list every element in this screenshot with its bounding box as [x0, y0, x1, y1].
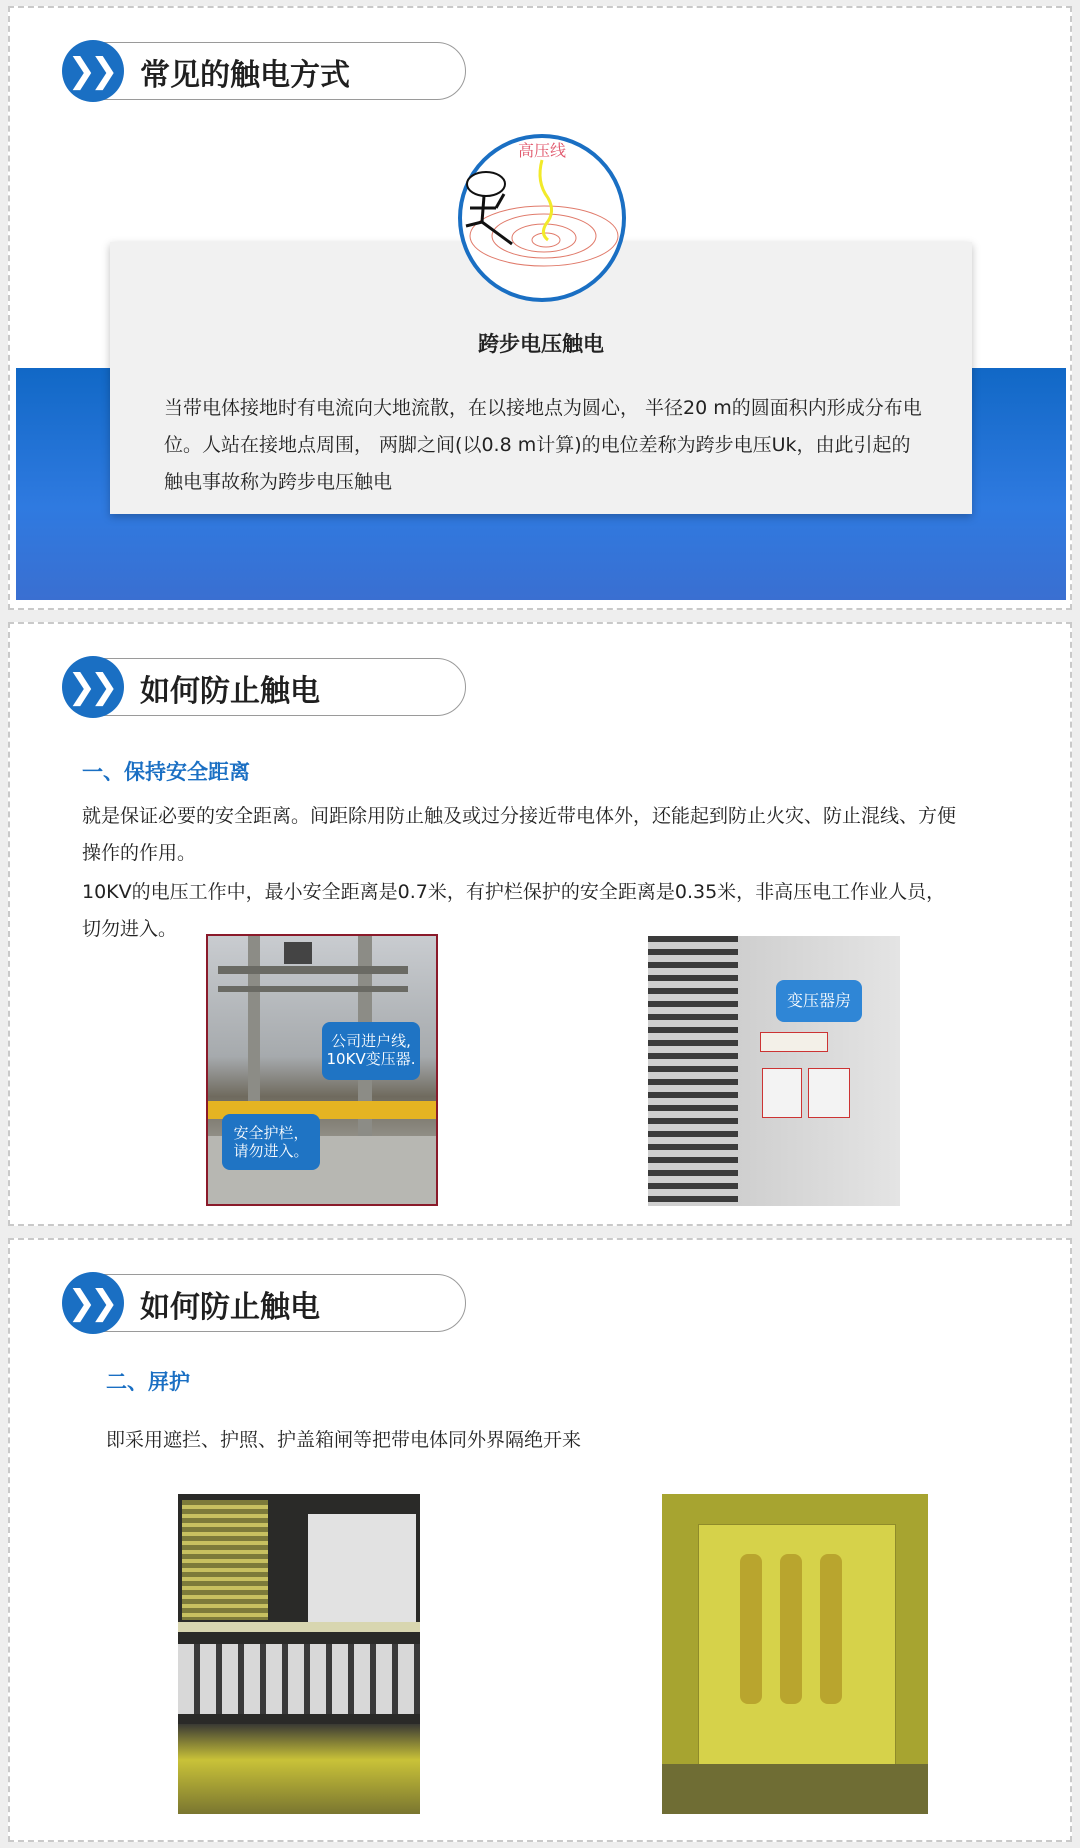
callout-fence-line-1: 安全护栏， — [233, 1124, 309, 1142]
distribution-cabinet-photo — [178, 1494, 420, 1814]
section-heading: 一、保持安全距离 — [82, 760, 250, 784]
callout-line-1: 公司进户线, — [331, 1032, 411, 1050]
paragraph-purpose: 就是保证必要的安全距离。间距除用防止触及或过分接近带电体外，还能起到防止火灾、防止混线、方便操作的作用。 — [82, 805, 957, 864]
transformer-pole-photo — [206, 934, 438, 1206]
double-chevron-right-icon: ❯❯ — [62, 1272, 124, 1334]
rail — [178, 1622, 420, 1632]
callout-line-2: 10KV变压器. — [326, 1050, 416, 1068]
step-voltage-diagram — [456, 132, 628, 304]
no-entry-sign — [762, 1068, 802, 1118]
switch-blade-2 — [780, 1554, 802, 1704]
louver-vent — [648, 936, 738, 1206]
switch-blade-3 — [820, 1554, 842, 1704]
callout-transformer-room: 变压器房 — [776, 980, 862, 1022]
switch-blade-1 — [740, 1554, 762, 1704]
yellow-shield-bottom — [178, 1724, 420, 1814]
yellow-shield-panel — [182, 1500, 268, 1620]
callout-incoming-line — [322, 1022, 420, 1080]
slide-title: 常见的触电方式 — [140, 58, 350, 93]
slide-title: 如何防止触电 — [140, 674, 320, 709]
double-chevron-right-icon: ❯❯ — [62, 40, 124, 102]
section-heading: 二、屏护 — [106, 1370, 190, 1394]
slide-safe-distance — [8, 622, 1072, 1226]
slide-step-voltage — [8, 6, 1072, 610]
cabinet-base — [662, 1764, 928, 1814]
card-heading: 跨步电压触电 — [478, 332, 604, 356]
warning-sign — [760, 1032, 828, 1052]
paragraph-shielding: 即采用遮拦、护照、护盖箱闸等把带电体同外界隔绝开来 — [106, 1429, 582, 1451]
transformer-room-photo — [648, 936, 900, 1206]
breaker-panel — [308, 1514, 416, 1624]
no-touch-sign — [808, 1068, 850, 1118]
card-body-text: 当带电体接地时有电流向大地流散，在以接地点为圆心， 半径20 m的圆面积内形成分布电位。人站在接地点周围， 两脚之间(以0.8 m计算)的电位差称为跨步电压Uk，由此引起的触电事故称为跨步电压触电 — [164, 397, 922, 493]
high-voltage-line-label: 高压线 — [518, 141, 567, 160]
callout-fence — [222, 1114, 320, 1170]
knife-switch-photo — [662, 1494, 928, 1814]
callout-fence-line-2: 请勿进入。 — [233, 1142, 309, 1160]
double-chevron-right-icon: ❯❯ — [62, 656, 124, 718]
slide-title: 如何防止触电 — [140, 1290, 320, 1325]
slide-shielding — [8, 1238, 1072, 1842]
contactor-row — [178, 1644, 420, 1714]
paragraph-distance: 10KV的电压工作中，最小安全距离是0.7米，有护栏保护的安全距离是0.35米，非高压电工作业人员，切勿进入。 — [82, 881, 946, 940]
